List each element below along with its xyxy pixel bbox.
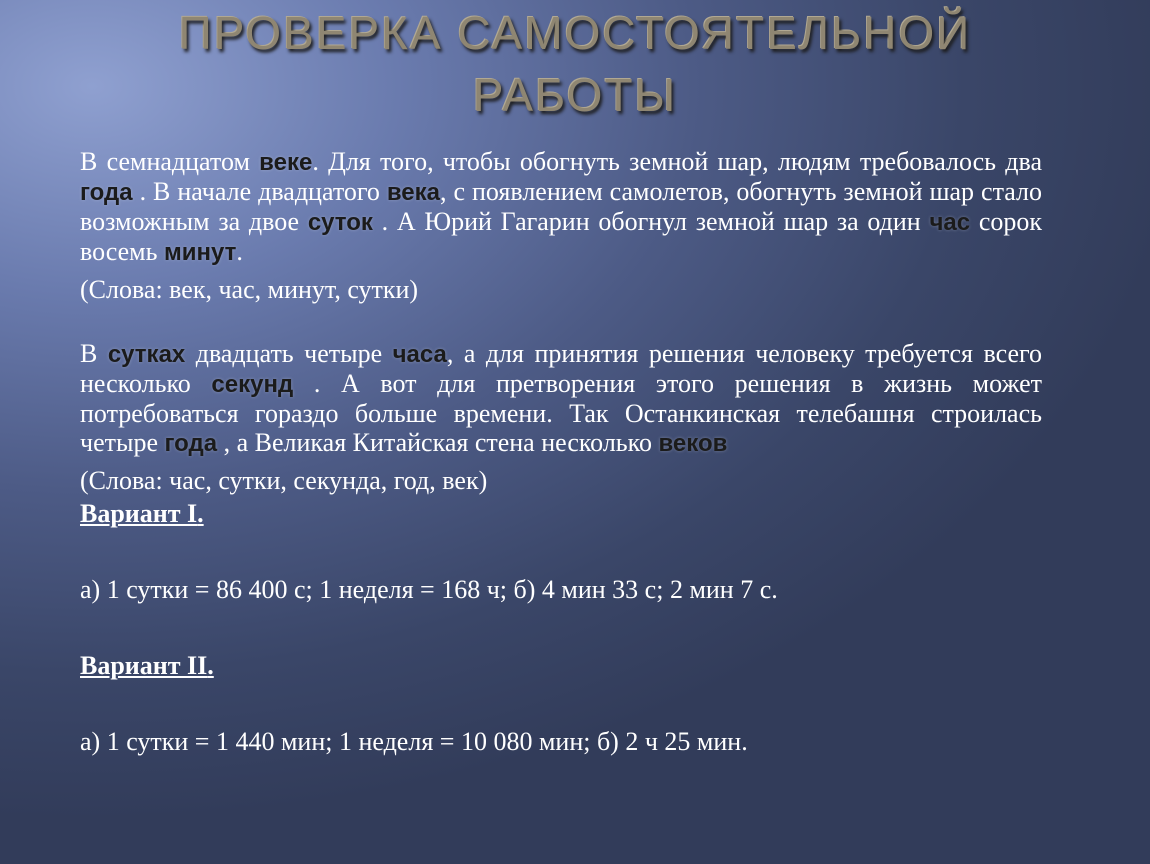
keyword: года <box>164 430 218 457</box>
word-hint-2: (Слова: час, сутки, секунда, год, век) <box>80 466 488 495</box>
keyword: суток <box>307 209 373 236</box>
keyword: секунд <box>211 371 294 398</box>
keyword: года <box>80 179 133 206</box>
text: , а для принятия решения человеку требуется всего несколько <box>80 339 1043 398</box>
text: . А Юрий Гагарин обогнул земной шар за один <box>372 207 930 236</box>
variant-2-heading <box>80 651 1042 680</box>
variant-2-answer: а) 1 сутки = 1 440 мин; 1 неделя = 10 080 мин; б) 2 ч 25 мин. <box>80 727 748 756</box>
keyword: часа <box>392 341 447 368</box>
text: . А вот для претворения этого решения в жизнь может потребоваться гораздо больше времени. Так Останкинская телебашня строилась четыре <box>80 369 1042 457</box>
title-line-2: РАБОТЫ <box>472 69 678 121</box>
text: . <box>236 237 243 266</box>
variant-1-label: Вариант I <box>80 499 198 528</box>
text: сорок восемь <box>80 207 1042 266</box>
variant-2-dot: . <box>207 651 214 680</box>
keyword: час <box>929 209 971 236</box>
text: . Для того, чтобы обогнуть земной шар, людям требовалось два <box>312 147 1042 176</box>
title-line-1: ПРОВЕРКА САМОСТОЯТЕЛЬНОЙ <box>178 7 972 59</box>
keyword: минут <box>163 239 237 266</box>
text: В семнадцатом <box>80 147 260 176</box>
keyword: веков <box>658 430 728 457</box>
slide-body <box>80 147 1042 756</box>
slide-title <box>0 2 1150 126</box>
text: . В начале двадцатого <box>132 177 387 206</box>
text: В <box>80 339 108 368</box>
text: , а Великая Китайская стена несколько <box>217 428 659 457</box>
keyword: веке <box>259 149 313 176</box>
word-hint-1: (Слова: век, час, минут, сутки) <box>80 275 419 304</box>
variant-1-heading <box>80 499 1042 528</box>
variant-1-answer: а) 1 сутки = 86 400 с; 1 неделя = 168 ч; б) 4 мин 33 с; 2 мин 7 с. <box>80 575 778 604</box>
text: двадцать четыре <box>185 339 393 368</box>
paragraph-2 <box>80 339 1042 458</box>
variant-1-dot: . <box>197 499 204 528</box>
keyword: сутках <box>107 341 186 368</box>
text: , с появлением самолетов, обогнуть земной шар стало возможным за двое <box>80 177 1042 236</box>
paragraph-1 <box>80 147 1042 267</box>
keyword: века <box>386 179 441 206</box>
variant-2-label: Вариант II <box>80 651 208 680</box>
